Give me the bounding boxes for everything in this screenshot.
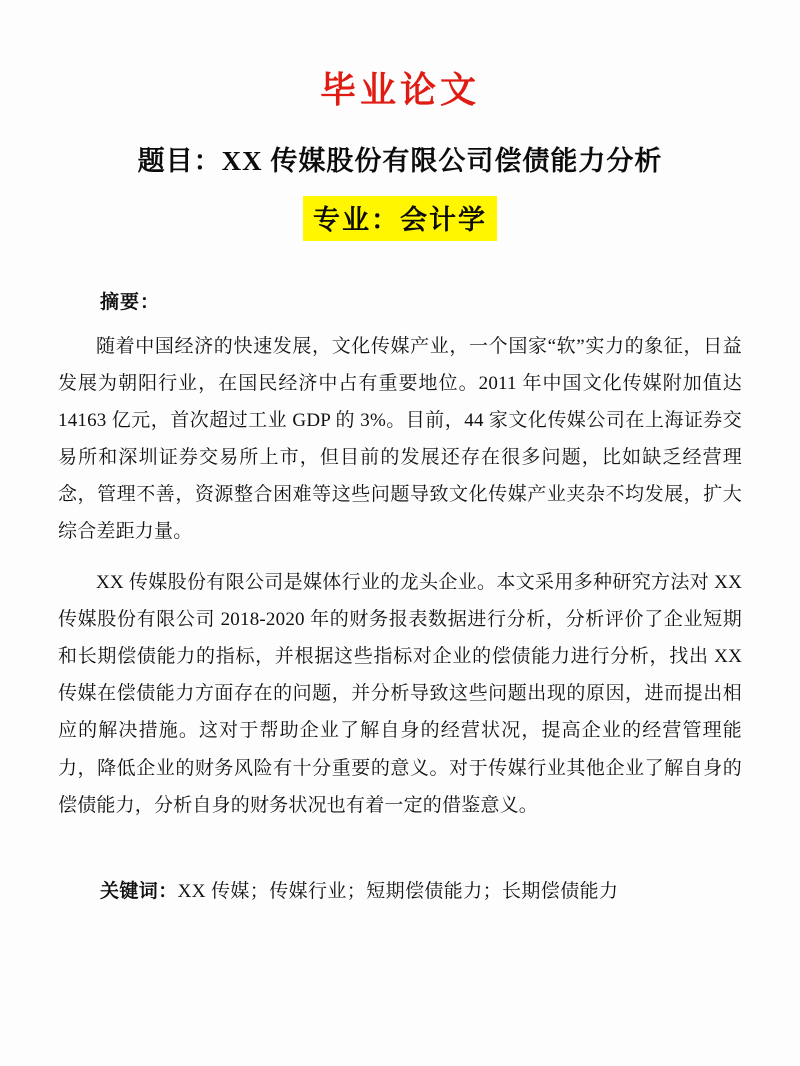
- abstract-paragraph-2: XX 传媒股份有限公司是媒体行业的龙头企业。本文采用多种研究方法对 XX 传媒股份有限公司 2018-2020 年的财务报表数据进行分析，分析评价了企业短期和长期偿债能力的指标，并根据这些指标对企业的偿债能力进行分析，找出 XX 传媒在偿债能力方面存在的问题，并分析导致这些问题出现的原因，进而提出相应的解决措施。这对于帮助企业了解自身的经营状况，提高企业的经营管理能力，降低企业的财务风险有十分重要的意义。对于传媒行业其他企业了解自身的偿债能力，分析自身的财务状况也有着一定的借鉴意义。: [58, 572, 742, 816]
- page-title: 毕业论文: [319, 70, 480, 110]
- keywords-label: 关键词：: [100, 880, 178, 902]
- page-bottom-spacer: [58, 903, 742, 1053]
- abstract-label: 摘要：: [100, 292, 161, 313]
- keywords-value: XX 传媒；传媒行业；短期偿债能力；长期偿债能力: [177, 880, 619, 902]
- major-line-highlight: 专业：会计学: [303, 196, 497, 241]
- keywords-line: [100, 876, 742, 903]
- thesis-subject-line: 题目：XX 传媒股份有限公司偿债能力分析: [137, 146, 663, 176]
- abstract-paragraph-1: 随着中国经济的快速发展，文化传媒产业，一个国家“软”实力的象征，日益发展为朝阳行业，在国民经济中占有重要地位。2011 年中国文化传媒附加值达 14163 亿元，首次超过工业 GDP 的 3%。目前，44 家文化传媒公司在上海证券交易所和深圳证券交易所上市，但目前的发展还存在很多问题，比如缺乏经营理念，管理不善，资源整合困难等这些问题导致文化传媒产业夹杂不均发展，扩大综合差距力量。: [58, 336, 742, 543]
- major-line-container: [58, 196, 742, 241]
